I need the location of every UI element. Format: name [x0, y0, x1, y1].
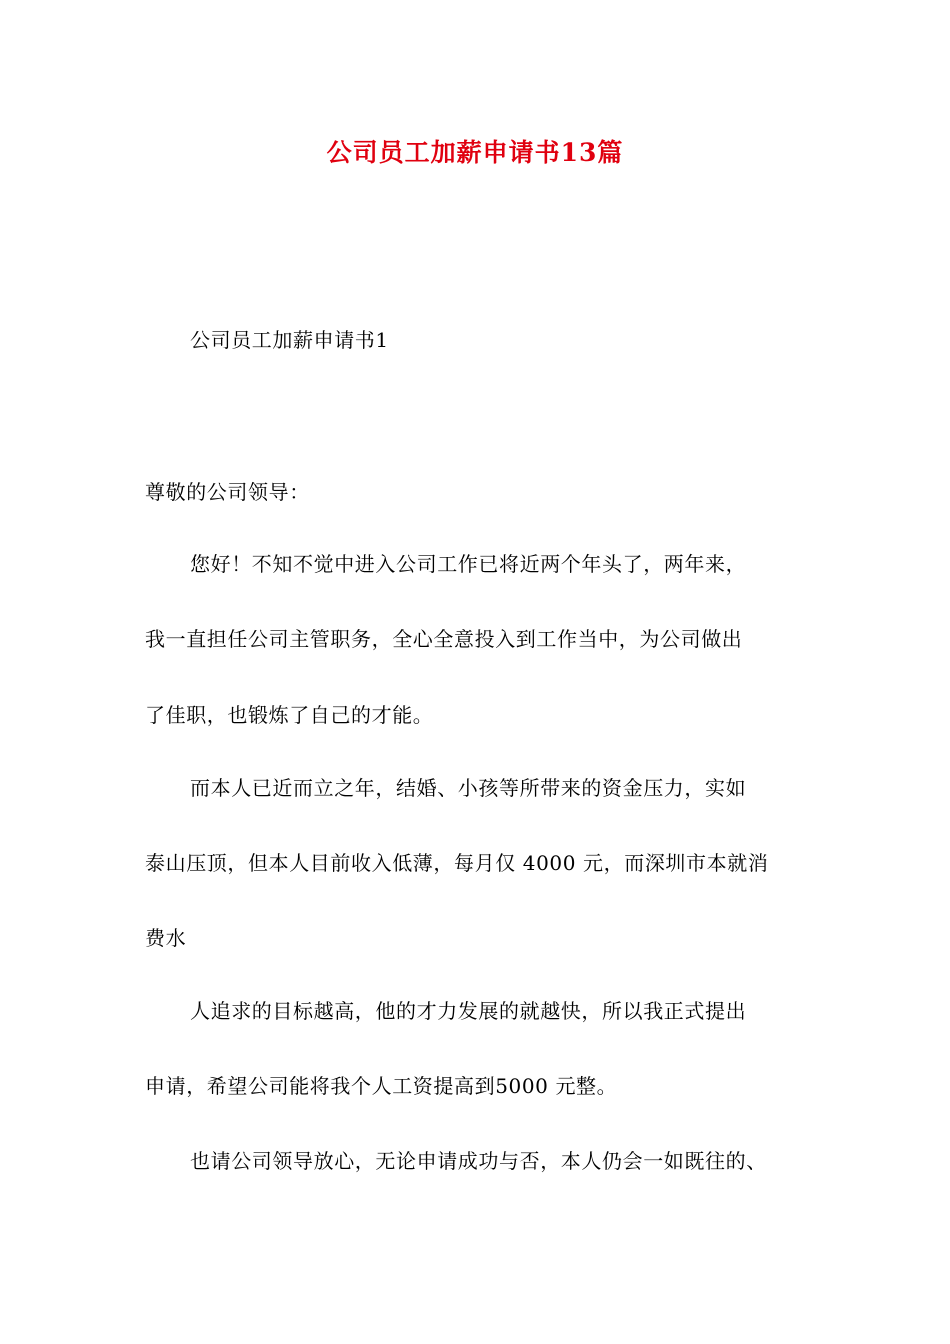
paragraph-line: 人追求的目标越高，他的才力发展的就越快，所以我正式提出 — [190, 999, 747, 1023]
paragraph-line: 申请，希望公司能将我个人工资提高到5000 元整。 — [145, 1074, 618, 1098]
paragraph-line: 了佳职，也锻炼了自己的才能。 — [145, 703, 434, 727]
paragraph-line: 费水 — [145, 926, 187, 950]
paragraph-line: 而本人已近而立之年，结婚、小孩等所带来的资金压力，实如 — [190, 776, 747, 800]
paragraph-line: 也请公司领导放心，无论申请成功与否，本人仍会一如既往的、 — [190, 1149, 767, 1173]
section-heading: 公司员工加薪申请书1 — [190, 328, 389, 352]
paragraph-line: 我一直担任公司主管职务，全心全意投入到工作当中，为公司做出 — [145, 627, 743, 651]
paragraph-line: 您好！不知不觉中进入公司工作已将近两个年头了，两年来， — [190, 552, 747, 576]
paragraph-line: 泰山压顶，但本人目前收入低薄，每月仅 4000 元，而深圳市本就消 — [145, 851, 769, 875]
salutation: 尊敬的公司领导： — [145, 480, 310, 504]
document-title: 公司员工加薪申请书13篇 — [326, 138, 624, 167]
